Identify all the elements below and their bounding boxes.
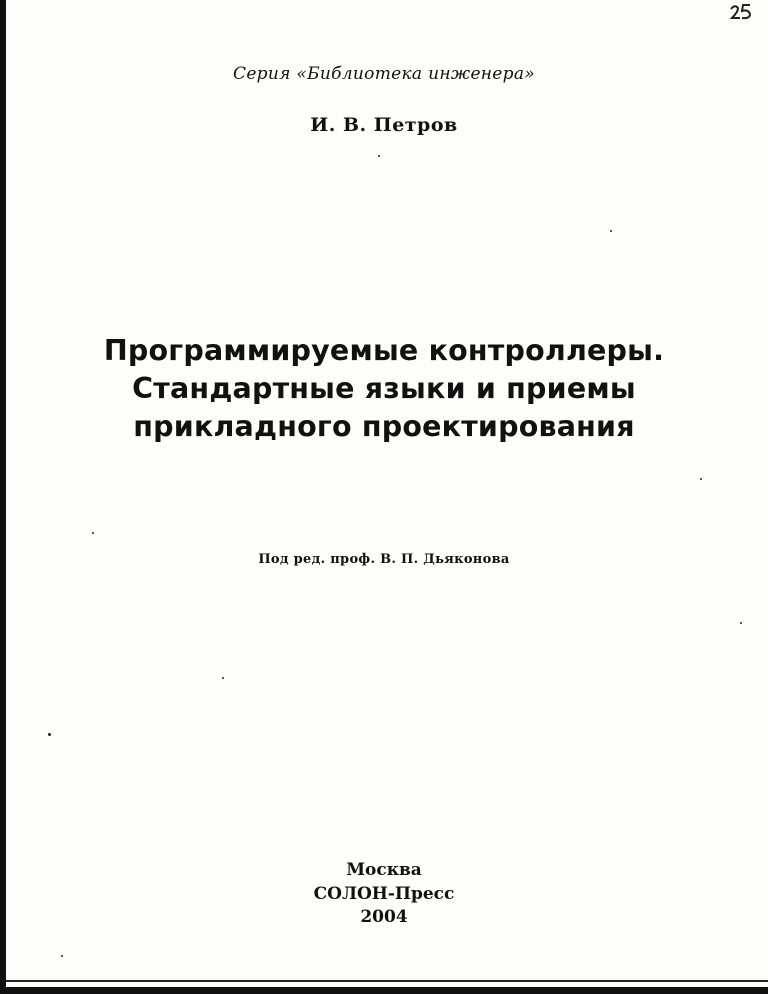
scan-speck	[610, 230, 612, 232]
book-title-line-3: прикладного проектирования	[133, 410, 635, 443]
scan-left-edge	[0, 0, 6, 994]
scan-speck	[740, 622, 742, 624]
imprint-publisher: СОЛОН-Пресс	[313, 884, 455, 904]
author-name: И. В. Петров	[310, 114, 458, 136]
scan-speck	[700, 478, 702, 480]
editor-credit: Под ред. проф. В. П. Дьяконова	[258, 552, 510, 567]
scan-speck	[378, 155, 380, 157]
book-title-line-2: Стандартные языки и приемы	[132, 372, 636, 405]
scan-bottom-edge	[0, 987, 768, 994]
imprint-year: 2004	[360, 907, 408, 927]
scan-speck	[61, 955, 63, 957]
handwritten-page-mark	[728, 2, 756, 22]
scan-speck	[48, 733, 51, 736]
book-title-line-1: Программируемые контроллеры.	[103, 334, 665, 367]
imprint-city: Москва	[346, 860, 422, 880]
scan-speck	[92, 532, 94, 534]
series-name: Серия «Библиотека инженера»	[233, 64, 535, 84]
scan-bottom-line	[6, 980, 768, 982]
scan-speck	[222, 677, 224, 679]
